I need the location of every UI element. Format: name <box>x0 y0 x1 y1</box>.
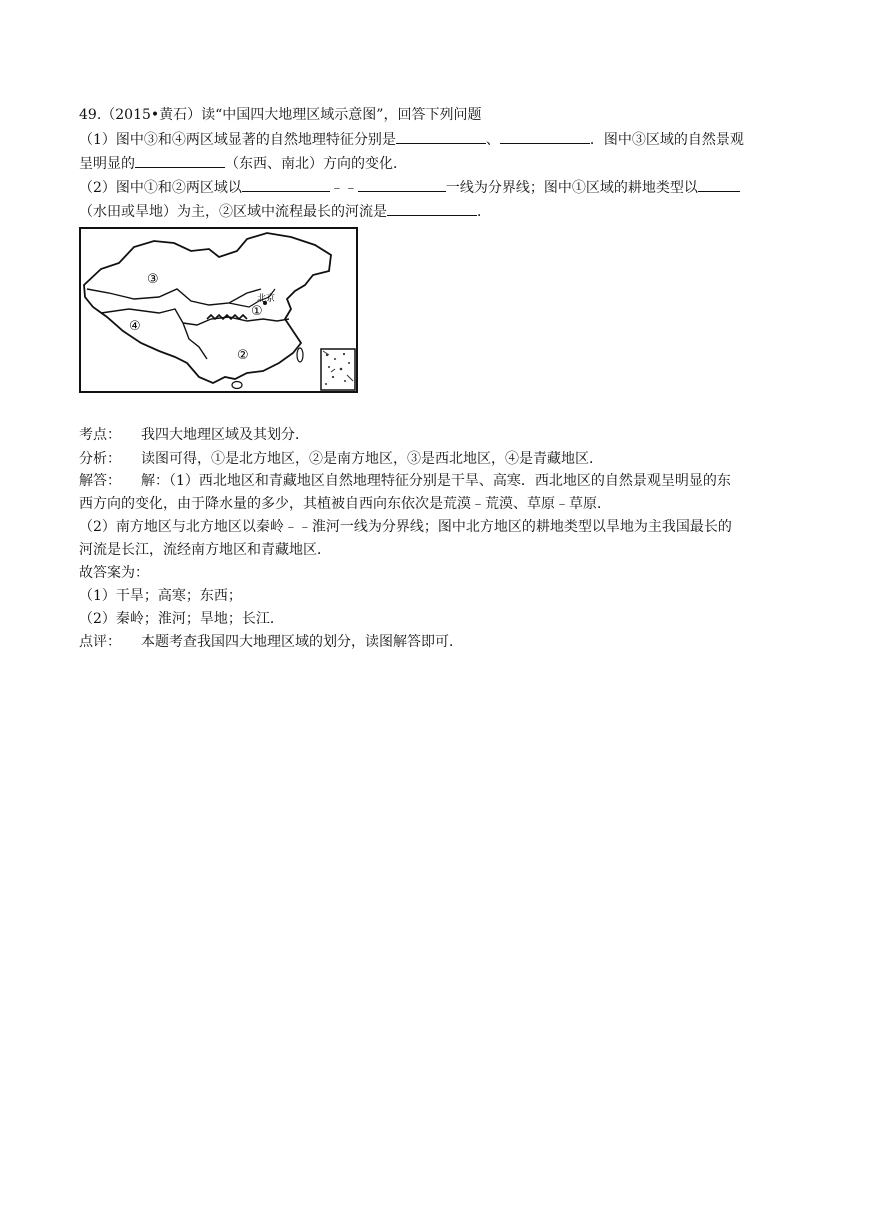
answer-blank-1[interactable] <box>396 129 486 144</box>
jieda-row <box>79 471 731 491</box>
answer-blank-2[interactable] <box>500 129 590 144</box>
final-answer-label: 故答案为： <box>79 565 149 581</box>
answer-blank-7[interactable] <box>387 201 477 216</box>
jieda-text-1: 解：（1）西北地区和青藏地区自然地理特征分别是干旱、高寒．西北地区的自然景观呈明显的东 <box>141 473 731 489</box>
question-part1-line1 <box>79 129 744 150</box>
final-answer-1: （1）干旱；高寒；东西； <box>79 588 242 604</box>
fenxi-label: 分析： <box>79 451 121 467</box>
fenxi-text: 读图可得，①是北方地区，②是南方地区，③是西北地区，④是青藏地区． <box>141 451 603 467</box>
answer-blank-5[interactable] <box>358 177 446 192</box>
q2-text-c: （水田或旱地）为主，②区域中流程最长的河流是 <box>79 204 387 220</box>
q1-sep: 、 <box>485 132 500 148</box>
dianping-row <box>79 632 463 652</box>
q2-text-b: 一线为分界线；图中①区域的耕地类型以 <box>445 180 698 196</box>
answer-blank-3[interactable] <box>135 153 225 168</box>
region-label-3: ③ <box>147 272 159 287</box>
q1-text-a: （1）图中③和④两区域显著的自然地理特征分别是 <box>79 132 396 148</box>
dianping-text: 本题考查我国四大地理区域的划分，读图解答即可． <box>141 634 463 650</box>
jieda-line-4: 河流是长江，流经南方地区和青藏地区． <box>79 542 331 558</box>
region-label-4: ④ <box>129 319 141 334</box>
q1-text-d: （东西、南北）方向的变化． <box>225 156 407 172</box>
kaodian-row <box>79 425 309 445</box>
answer-blank-4[interactable] <box>242 177 330 192</box>
kaodian-label: 考点： <box>79 427 121 443</box>
region-label-2: ② <box>237 348 249 363</box>
taiwan-island <box>297 348 303 362</box>
question-part2-line1 <box>79 177 740 198</box>
q2-dash: ﹣﹣ <box>329 180 358 196</box>
final-answer-2: （2）秦岭；淮河；旱地；长江． <box>79 611 284 627</box>
q1-text-c: 呈明显的 <box>79 156 135 172</box>
china-region-map <box>79 227 358 393</box>
q2-end: ． <box>477 204 491 220</box>
jieda-line-2: 西方向的变化，由于降水量的多少，其植被自西向东依次是荒漠﹣荒漠、草原﹣草原． <box>79 496 611 512</box>
kaodian-text: 我四大地理区域及其划分． <box>141 427 309 443</box>
region-label-1: ① <box>251 304 263 319</box>
q2-text-a: （2）图中①和②两区域以 <box>79 180 242 196</box>
question-title: 49.（2015•黄石）读“中国四大地理区域示意图”，回答下列问题 <box>79 107 482 123</box>
hainan-island <box>232 382 242 389</box>
question-part1-line2 <box>79 153 407 174</box>
question-part2-line2 <box>79 201 491 222</box>
answer-blank-6[interactable] <box>698 177 740 192</box>
jieda-label: 解答： <box>79 473 121 489</box>
dianping-label: 点评： <box>79 634 121 650</box>
beijing-label: 北京 <box>257 294 276 304</box>
fenxi-row <box>79 449 603 469</box>
jieda-line-3: （2）南方地区与北方地区以秦岭﹣﹣淮河一线为分界线；图中北方地区的耕地类型以旱地为主我国最长的 <box>79 519 732 535</box>
q1-text-b: ．图中③区域的自然景观 <box>589 132 744 148</box>
